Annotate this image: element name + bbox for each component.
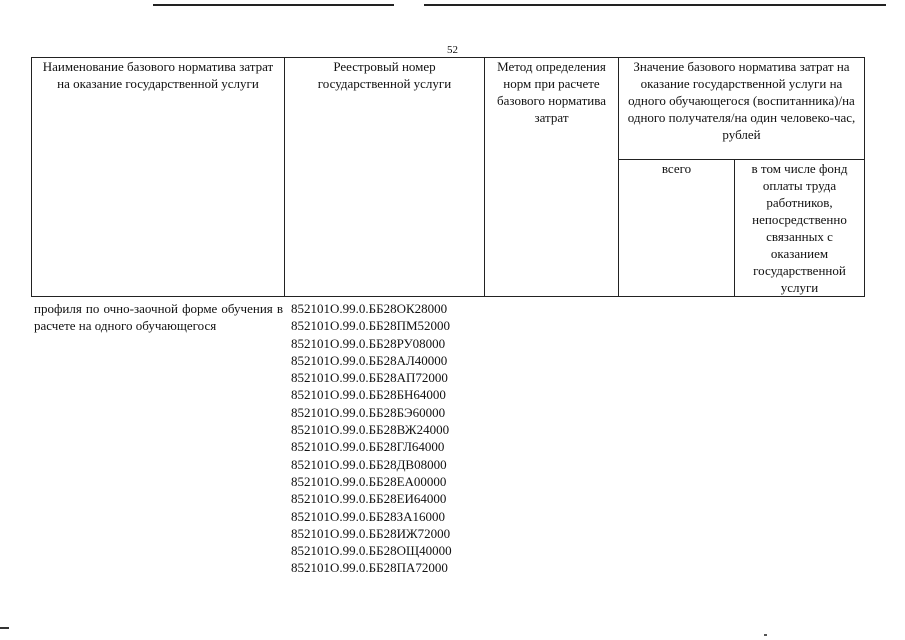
header-registry-number: Реестровый номер государственной услуги (285, 58, 485, 297)
registry-code: 852101О.99.0.ББ28ЕА00000 (291, 473, 447, 489)
header-norm-value: Значение базового норматива затрат на оказание государственной услуги на одного обучающегося (воспитанника)/на одного получателя/на один человеко-час, рублей (619, 58, 865, 160)
header-method: Метод определения норм при расчете базового норматива затрат (485, 58, 619, 297)
header-rule-left (153, 4, 394, 6)
registry-code: 852101О.99.0.ББ28ПМ52000 (291, 318, 451, 334)
header-total: всего (619, 160, 735, 297)
scan-mark (764, 634, 767, 636)
registry-code: 852101О.99.0.ББ28ДВ08000 (291, 456, 447, 472)
header-rule-right (424, 4, 886, 6)
header-including-wages: в том числе фонд оплаты труда работников, непосредственно связанных с оказанием государственной услуги (735, 160, 865, 297)
registry-code: 852101О.99.0.ББ28ГЛ64000 (291, 439, 445, 455)
registry-code: 852101О.99.0.ББ28АЛ40000 (291, 352, 448, 368)
registry-code: 852101О.99.0.ББ28ОК28000 (291, 301, 448, 316)
registry-code: 852101О.99.0.ББ28АП72000 (291, 370, 448, 386)
registry-code: 852101О.99.0.ББ28ЕИ64000 (291, 491, 447, 507)
registry-code-list (291, 300, 452, 577)
norm-name-text: профиля по очно-заочной форме обучения в расчете на одного обучающегося (34, 301, 283, 334)
header-norm-name: Наименование базового норматива затрат на оказание государственной услуги (32, 58, 285, 297)
registry-code: 852101О.99.0.ББ28ЗА16000 (291, 508, 445, 524)
registry-code: 852101О.99.0.ББ28БЭ60000 (291, 404, 446, 420)
page-number: 52 (447, 44, 458, 56)
registry-code: 852101О.99.0.ББ28БН64000 (291, 387, 446, 403)
registry-code: 852101О.99.0.ББ28ОЩ40000 (291, 543, 452, 559)
registry-code: 852101О.99.0.ББ28ИЖ72000 (291, 525, 451, 541)
scan-mark (0, 627, 9, 629)
registry-code: 852101О.99.0.ББ28ВЖ24000 (291, 422, 450, 438)
registry-code: 852101О.99.0.ББ28ПА72000 (291, 560, 448, 576)
registry-code: 852101О.99.0.ББ28РУ08000 (291, 335, 446, 351)
norm-table-header (31, 57, 865, 297)
